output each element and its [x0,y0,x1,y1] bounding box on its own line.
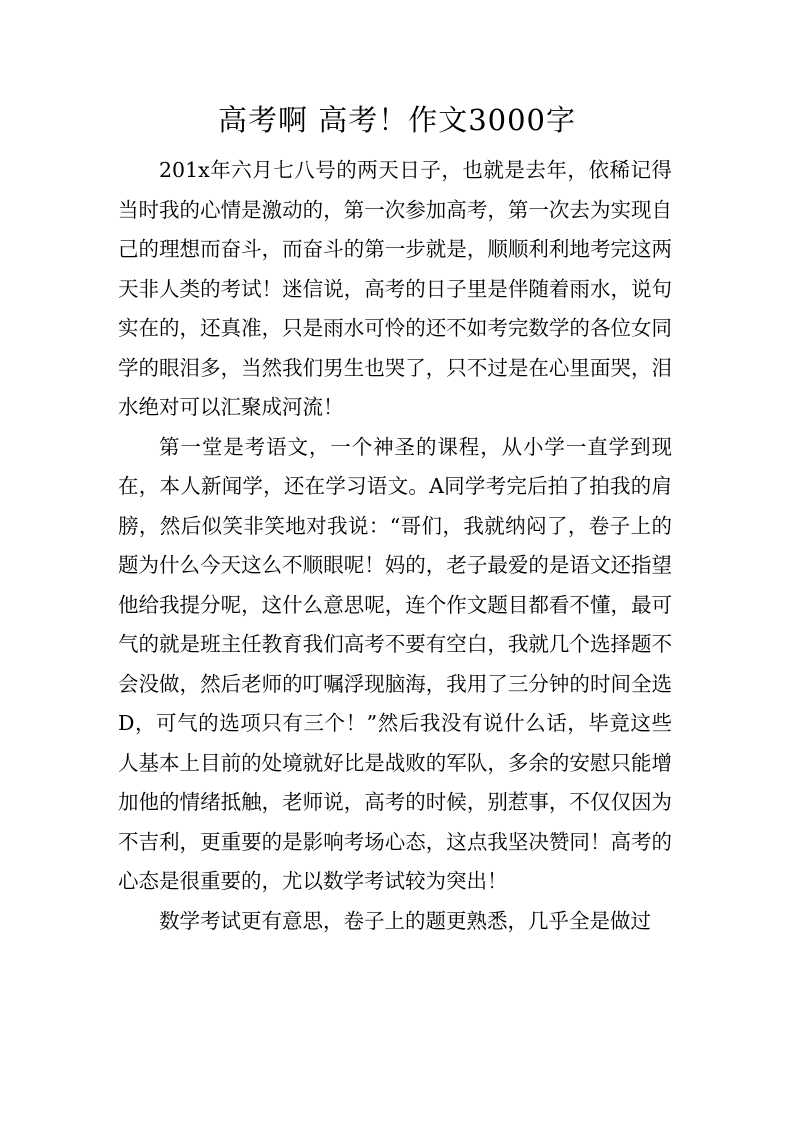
paragraph-2: 第一堂是考语文，一个神圣的课程，从小学一直学到现在，本人新闻学，还在学习语文。A同学考完后拍了拍我的肩膀，然后似笑非笑地对我说：“哥们，我就纳闷了，卷子上的题为什么今天这么不顺眼呢！妈的，老子最爱的是语文还指望他给我提分呢，这什么意思呢，连个作文题目都看不懂，最可气的就是班主任教育我们高考不要有空白，我就几个选择题不会没做，然后老师的叮嘱浮现脑海，我用了三分钟的时间全选D，可气的选项只有三个！”然后我没有说什么话，毕竟这些人基本上目前的处境就好比是战败的军队，多余的安慰只能增加他的情绪抵触，老师说，高考的时候，别惹事，不仅仅因为不吉利，更重要的是影响考场心态，这点我坚决赞同！高考的心态是很重要的，尤以数学考试较为突出！ [118,434,672,893]
document-title: 高考啊 高考！作文3000字 [217,103,577,137]
paragraph-1: 201x年六月七八号的两天日子，也就是去年，依稀记得当时我的心情是激动的，第一次参加高考，第一次去为实现自己的理想而奋斗，而奋斗的第一步就是，顺顺利利地考完这两天非人类的考试！迷信说，高考的日子里是伴随着雨水，说句实在的，还真准，只是雨水可怜的还不如考完数学的各位女同学的眼泪多，当然我们男生也哭了，只不过是在心里面哭，泪水绝对可以汇聚成河流！ [118,158,672,419]
paragraph-3: 数学考试更有意思，卷子上的题更熟悉，几乎全是做过 [159,908,651,933]
document-body [118,151,672,941]
